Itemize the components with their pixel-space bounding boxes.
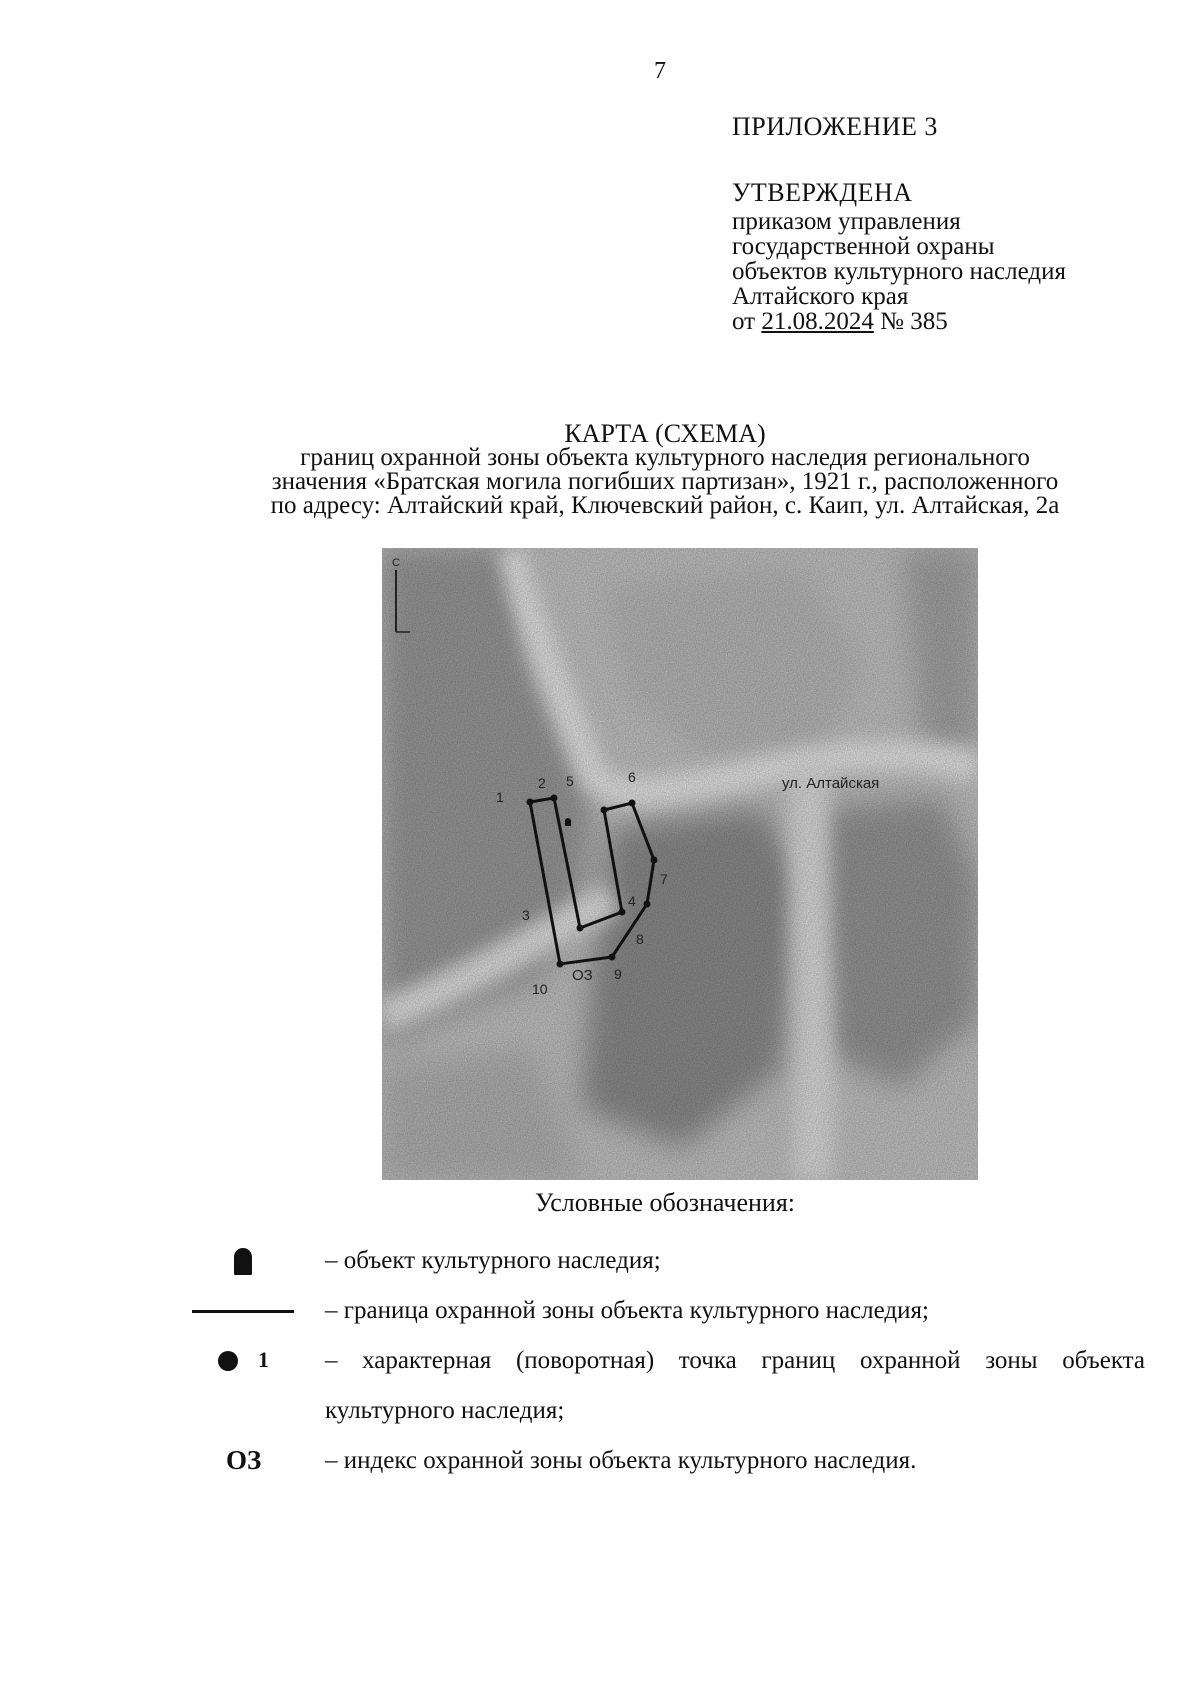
approval-line: Алтайского края <box>732 283 909 310</box>
north-label: С <box>392 557 400 569</box>
point-label: 5 <box>566 773 574 789</box>
title-line: значения «Братская могила погибших партизан», 1921 г., расположенного <box>271 468 1059 495</box>
boundary-point <box>601 807 608 814</box>
point-label: 1 <box>496 789 504 805</box>
approval-line: государственной охраны <box>732 233 995 260</box>
date-prefix: от <box>732 308 756 335</box>
legend-text: – граница охранной зоны объекта культурного наследия; <box>325 1297 929 1324</box>
point-icon-label: 1 <box>258 1347 269 1372</box>
map-image <box>382 548 978 1180</box>
point-label: 4 <box>628 893 636 909</box>
scheme-map <box>382 548 978 1180</box>
point-icon <box>218 1351 238 1371</box>
approval-number: № 385 <box>880 308 948 335</box>
approval-heading: УТВЕРЖДЕНА <box>732 178 913 207</box>
boundary-point <box>527 799 534 806</box>
title-main: КАРТА (СХЕМА) <box>564 419 766 448</box>
legend-text: – индекс охранной зоны объекта культурного наследия. <box>325 1447 917 1474</box>
boundary-point <box>557 961 564 968</box>
boundary-line-icon <box>192 1310 294 1313</box>
boundary-point <box>551 795 558 802</box>
approval-line: приказом управления <box>732 208 961 235</box>
boundary-point <box>619 909 626 916</box>
map-grain <box>382 548 978 1180</box>
boundary-point <box>644 901 651 908</box>
point-label: 10 <box>532 981 548 997</box>
approval-line: объектов культурного наследия <box>732 258 1066 285</box>
legend-title: Условные обозначения: <box>534 1188 796 1217</box>
document-title <box>0 419 1200 519</box>
approval-date: 21.08.2024 <box>761 308 874 335</box>
point-label: 7 <box>660 871 668 887</box>
legend-text: – характерная (поворотная) точка границ охранной зоны объекта <box>325 1347 1145 1374</box>
boundary-point <box>577 925 584 932</box>
monument-icon <box>234 1248 252 1275</box>
zone-index-label: ОЗ <box>572 967 593 984</box>
legend-text: – объект культурного наследия; <box>325 1247 661 1274</box>
appendix-heading: ПРИЛОЖЕНИЕ 3 <box>732 112 938 141</box>
street-label: ул. Алтайская <box>782 775 880 792</box>
boundary-point <box>629 800 636 807</box>
point-label: 2 <box>538 775 546 791</box>
page-number: 7 <box>654 58 666 84</box>
zone-index-symbol: ОЗ <box>226 1445 262 1475</box>
approval-date-line <box>732 309 1066 334</box>
point-label: 9 <box>614 966 622 982</box>
legend-text: культурного наследия; <box>325 1397 565 1424</box>
point-label: 8 <box>636 931 644 947</box>
boundary-point <box>651 857 658 864</box>
monument-marker <box>565 818 571 826</box>
approval-block <box>732 180 1066 334</box>
boundary-point <box>609 954 616 961</box>
point-label: 6 <box>628 769 636 785</box>
title-line: границ охранной зоны объекта культурного наследия регионального <box>300 444 1030 471</box>
title-line: по адресу: Алтайский край, Ключевский район, с. Каип, ул. Алтайская, 2а <box>270 492 1060 519</box>
point-label: 3 <box>522 907 530 923</box>
